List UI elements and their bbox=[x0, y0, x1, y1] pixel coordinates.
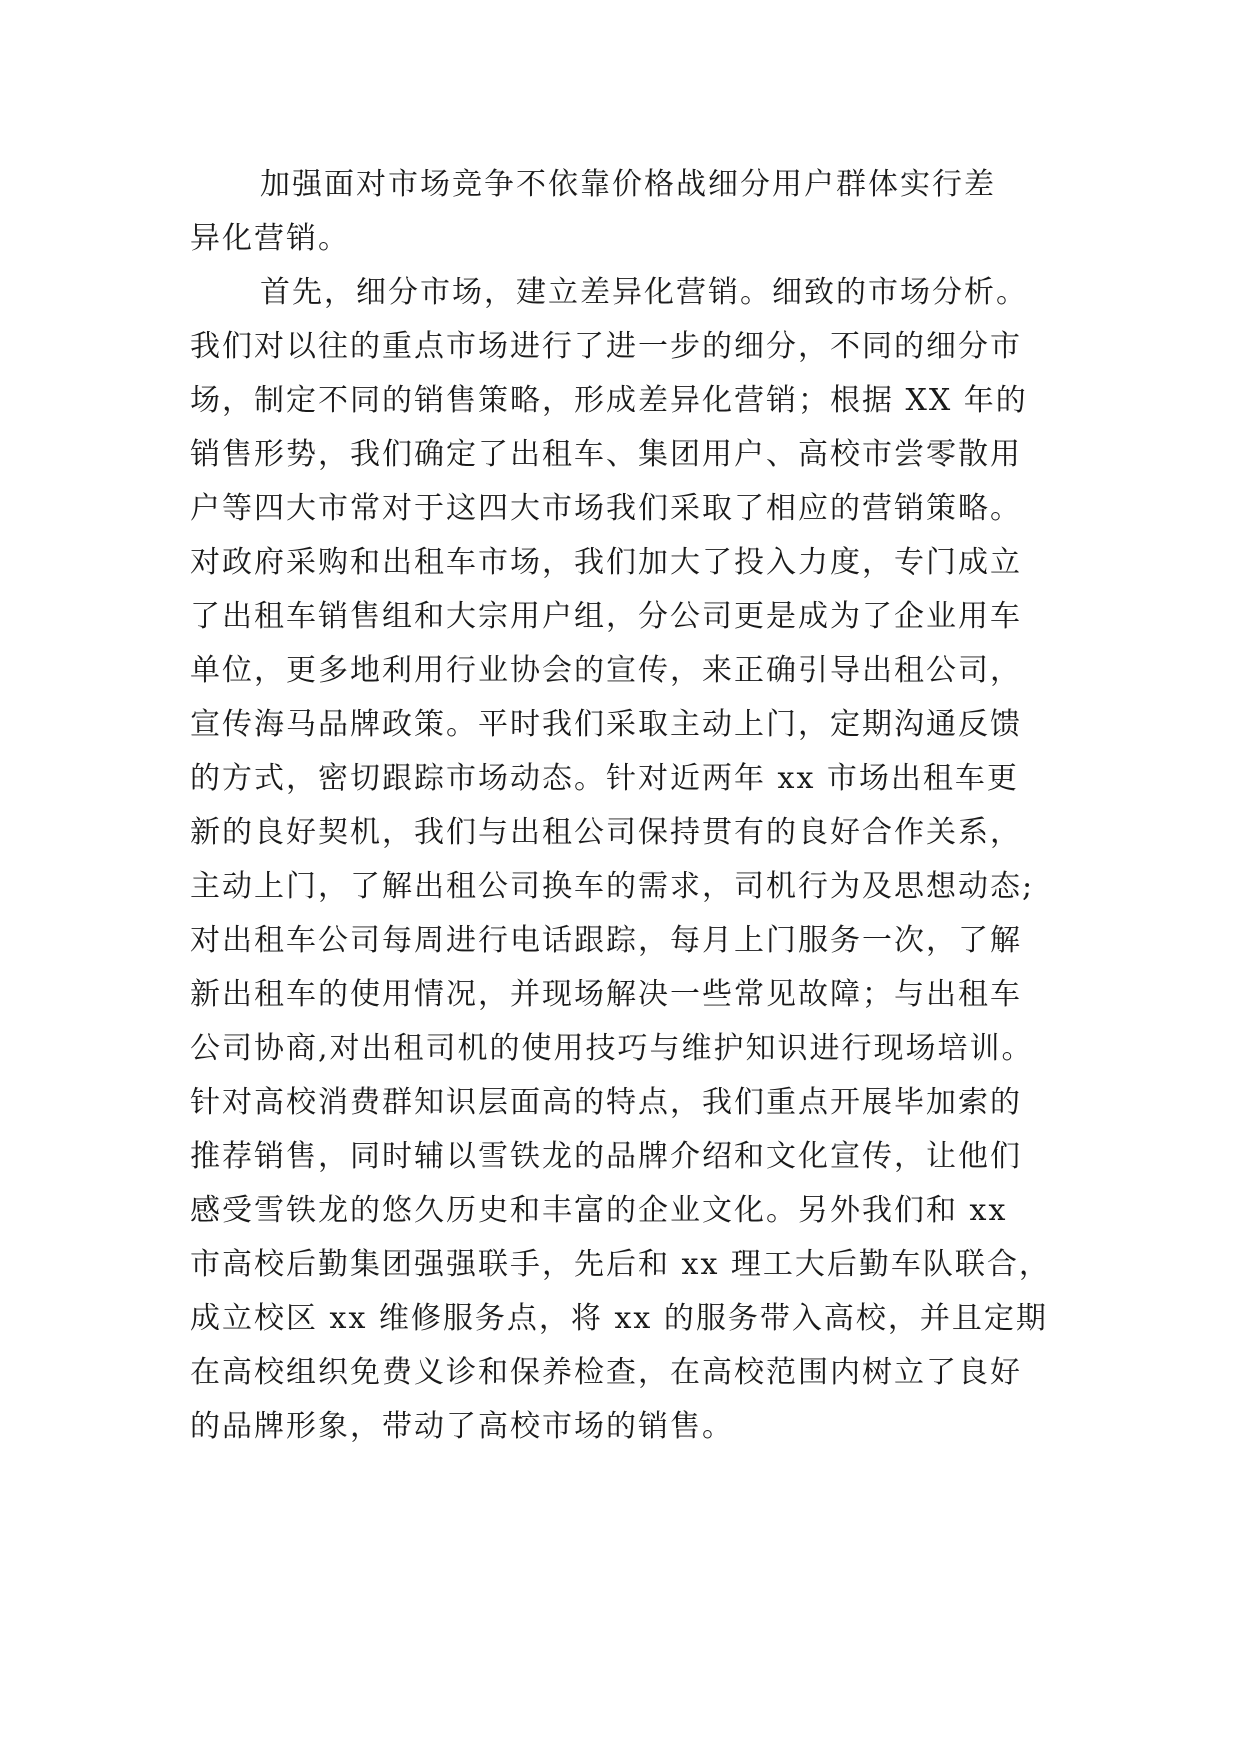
text-line: 场，制定不同的销售策略，形成差异化营销；根据 XX 年的 bbox=[190, 383, 1028, 418]
text-line: 加强面对市场竞争不依靠价格战细分用户群体实行差 bbox=[260, 167, 996, 202]
text-line: 单位，更多地利用行业协会的宣传，来正确引导出租公司， bbox=[190, 653, 1022, 688]
text-line: 推荐销售，同时辅以雪铁龙的品牌介绍和文化宣传，让他们 bbox=[190, 1139, 1022, 1174]
paragraph-2 bbox=[190, 266, 1060, 1454]
text-line: 在高校组织免费义诊和保养检查，在高校范围内树立了良好 bbox=[190, 1355, 1022, 1390]
document-body bbox=[190, 158, 1060, 1454]
text-line: 了出租车销售组和大宗用户组，分公司更是成为了企业用车 bbox=[190, 599, 1022, 634]
text-line: 成立校区 xx 维修服务点，将 xx 的服务带入高校，并且定期 bbox=[190, 1301, 1048, 1336]
text-line: 公司协商,对出租司机的使用技巧与维护知识进行现场培训。 bbox=[190, 1031, 1034, 1066]
text-line: 对政府采购和出租车市场，我们加大了投入力度，专门成立 bbox=[190, 545, 1022, 580]
text-line: 新的良好契机，我们与出租公司保持贯有的良好合作关系， bbox=[190, 815, 1022, 850]
text-line: 主动上门，了解出租公司换车的需求，司机行为及思想动态; bbox=[190, 869, 1035, 904]
text-line: 针对高校消费群知识层面高的特点，我们重点开展毕加索的 bbox=[190, 1085, 1022, 1120]
text-line: 市高校后勤集团强强联手，先后和 xx 理工大后勤车队联合， bbox=[190, 1247, 1051, 1282]
text-line: 我们对以往的重点市场进行了进一步的细分，不同的细分市 bbox=[190, 329, 1022, 364]
text-line: 销售形势，我们确定了出租车、集团用户、高校市尝零散用 bbox=[190, 437, 1022, 472]
text-line: 对出租车公司每周进行电话跟踪，每月上门服务一次，了解 bbox=[190, 923, 1022, 958]
text-line: 户等四大市常对于这四大市场我们采取了相应的营销策略。 bbox=[190, 491, 1022, 526]
text-line: 的品牌形象，带动了高校市场的销售。 bbox=[190, 1409, 734, 1444]
paragraph-1 bbox=[190, 158, 1060, 266]
text-line: 首先，细分市场，建立差异化营销。细致的市场分析。 bbox=[260, 275, 1028, 310]
text-line: 异化营销。 bbox=[190, 221, 350, 256]
text-line: 宣传海马品牌政策。平时我们采取主动上门，定期沟通反馈 bbox=[190, 707, 1022, 742]
text-line: 的方式，密切跟踪市场动态。针对近两年 xx 市场出租车更 bbox=[190, 761, 1019, 796]
text-line: 感受雪铁龙的悠久历史和丰富的企业文化。另外我们和 xx bbox=[190, 1193, 1008, 1228]
text-line: 新出租车的使用情况，并现场解决一些常见故障；与出租车 bbox=[190, 977, 1022, 1012]
